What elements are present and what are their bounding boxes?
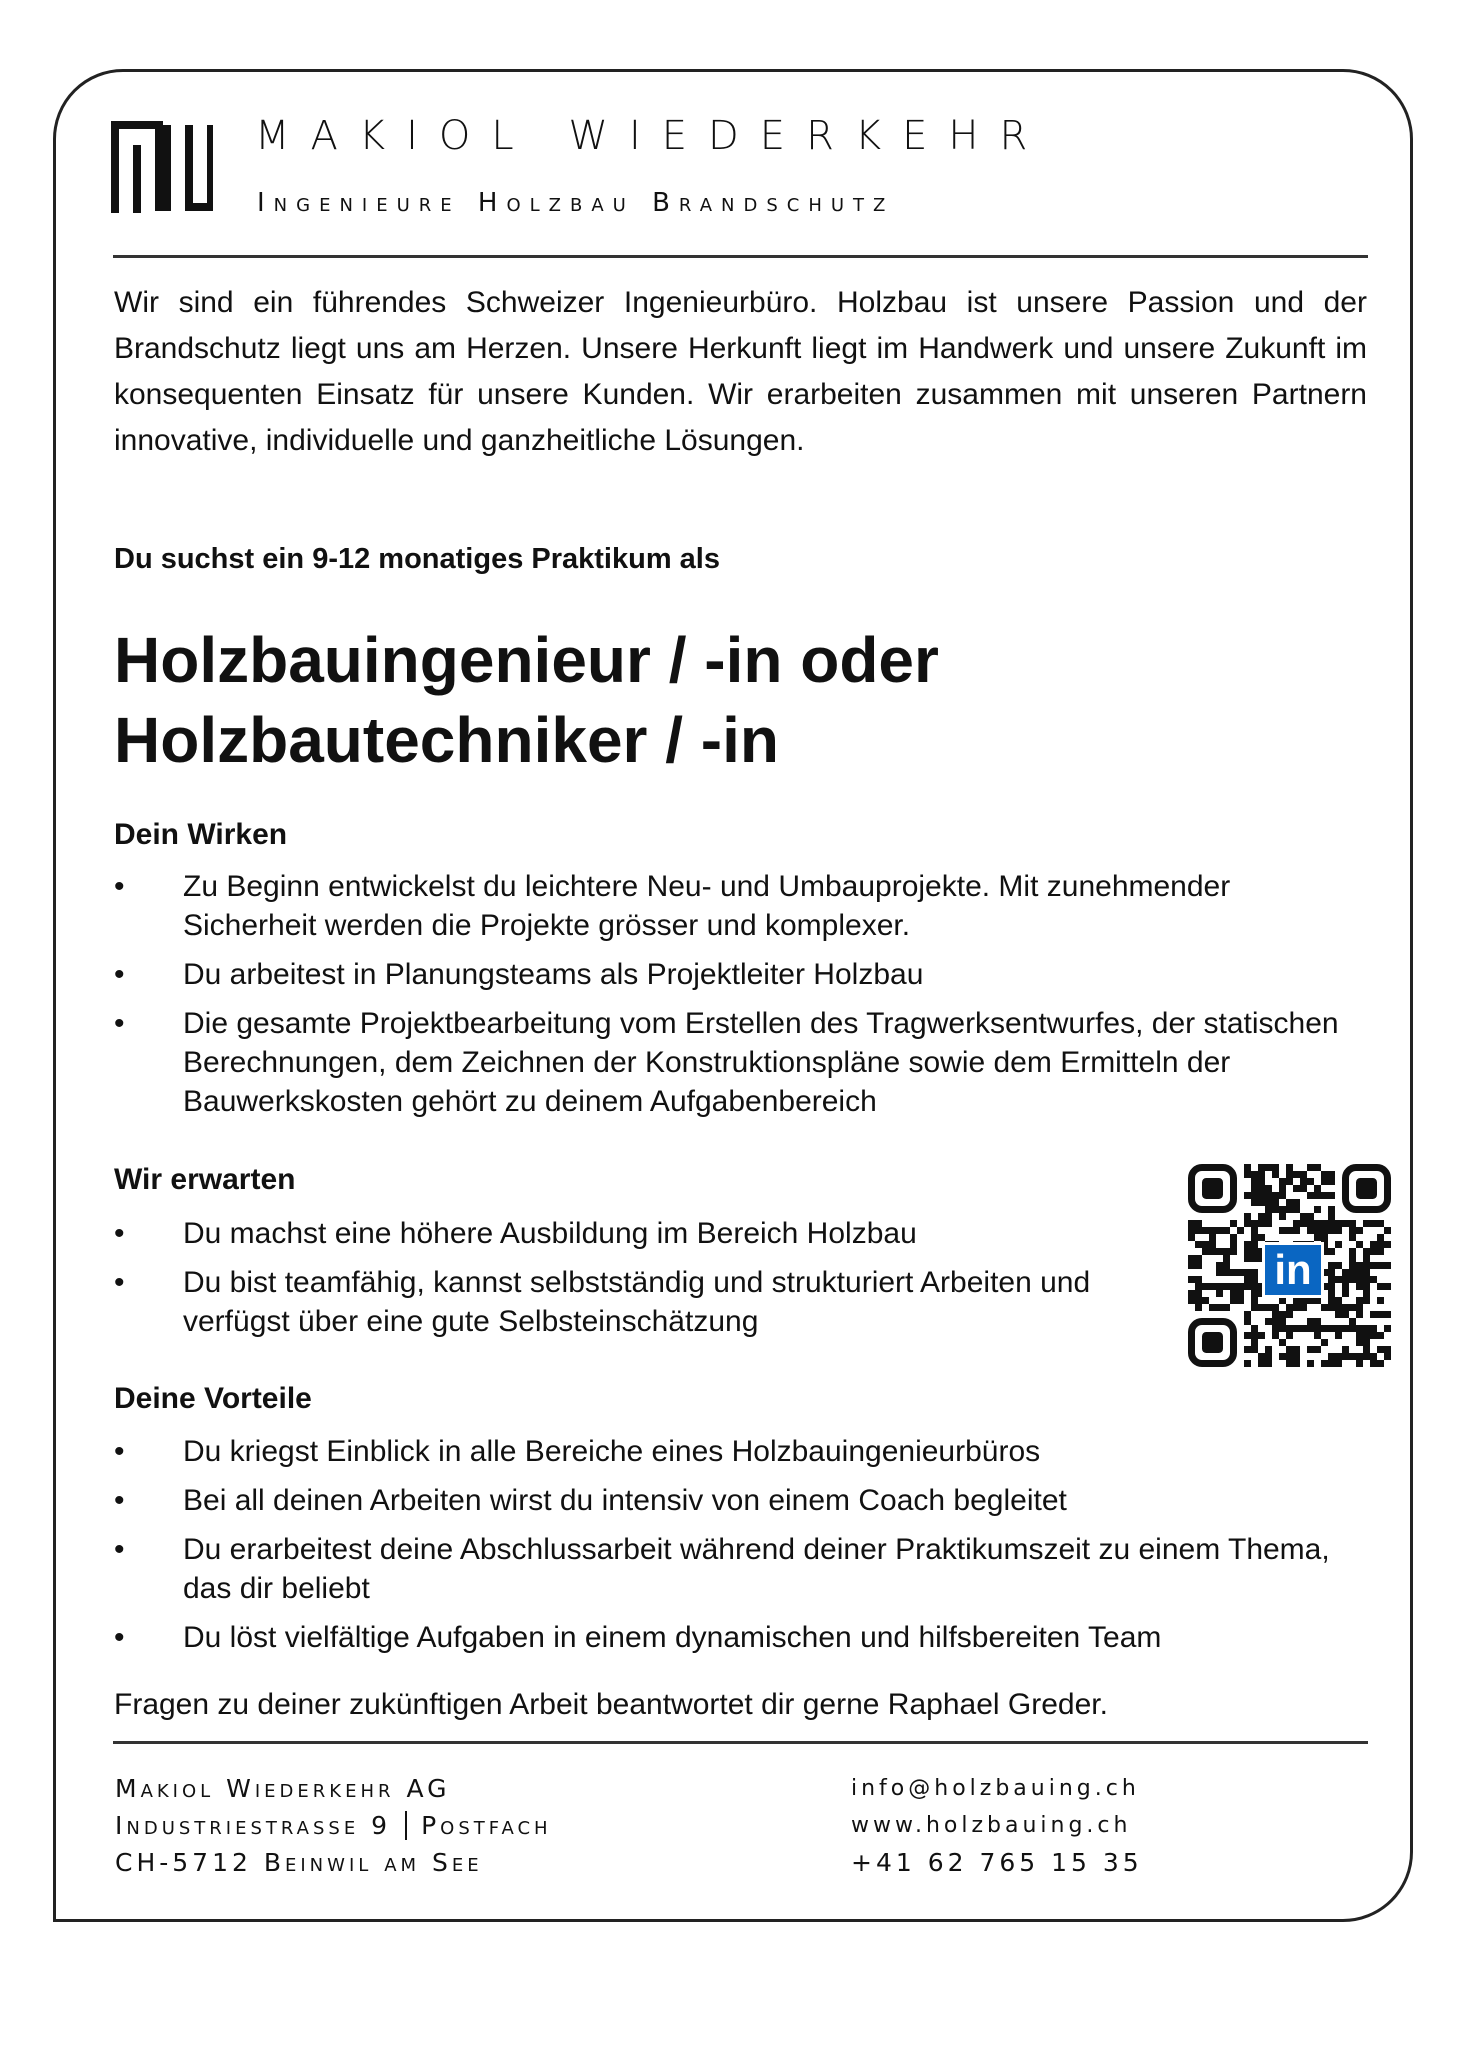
phone-number[interactable]: +41 62 765 15 35 — [851, 1848, 1143, 1877]
job-title-line: Holzbautechniker / -in — [114, 704, 779, 776]
footer-contact — [851, 1770, 1143, 1881]
job-title-line: Holzbauingenieur / -in oder — [114, 624, 939, 696]
city: CH-5712 Beinwil am See — [115, 1848, 483, 1877]
postbox: Postfach — [421, 1811, 552, 1840]
company-logo-icon — [111, 119, 213, 213]
list-item: • Du machst eine höhere Ausbildung im Bereich Holzbau — [114, 1214, 1114, 1253]
linkedin-icon: in — [1262, 1242, 1324, 1298]
linkedin-qr-code[interactable] — [1188, 1164, 1391, 1367]
bullet-list — [114, 1214, 1114, 1351]
website-link[interactable]: www.holzbauing.ch — [851, 1813, 1132, 1838]
list-item: • Du bist teamfähig, kannst selbstständig und strukturiert Arbeiten und verfügst über eine gute Selbsteinschätzung — [114, 1263, 1114, 1341]
list-item: • Du erarbeitest deine Abschlussarbeit während deiner Praktikumszeit zu einem Thema, das dir beliebt — [114, 1530, 1364, 1608]
company-name: Makiol Wiederkehr AG — [115, 1774, 451, 1803]
list-item: • Die gesamte Projektbearbeitung vom Erstellen des Tragwerksentwurfes, der statischen Berechnungen, dem Zeichnen der Konstruktionspläne sowie dem Ermitteln der Bauwerkskosten gehört zu deinem Aufgabenbereich — [114, 1004, 1364, 1121]
section-heading: Deine Vorteile — [114, 1382, 312, 1415]
list-item: • Bei all deinen Arbeiten wirst du intensiv von einem Coach begleitet — [114, 1481, 1364, 1520]
job-title — [114, 620, 939, 780]
bullet-list — [114, 1432, 1364, 1667]
closing-text: Fragen zu deiner zukünftigen Arbeit beantwortet dir gerne Raphael Greder. — [114, 1688, 1108, 1721]
header-divider — [113, 255, 1368, 258]
brand-name: MAKIOL WIEDERKEHR — [255, 113, 1049, 159]
intro-paragraph: Wir sind ein führendes Schweizer Ingenieurbüro. Holzbau ist unsere Passion und der Brandschutz liegt uns am Herzen. Unsere Herkunft liegt im Handwerk und unsere Zukunft im konsequenten Einsatz für unsere Kunden. Wir erarbeiten zusammen mit unseren Partnern innovative, individuelle und ganzheitliche Lösungen. — [114, 286, 1367, 457]
list-item: • Zu Beginn entwickelst du leichtere Neu- und Umbauprojekte. Mit zunehmender Sicherheit werden die Projekte grösser und komplexer. — [114, 867, 1364, 945]
footer-divider — [113, 1741, 1368, 1744]
list-item: • Du arbeitest in Planungsteams als Projektleiter Holzbau — [114, 955, 1364, 994]
section-heading: Dein Wirken — [114, 818, 288, 851]
lead-text: Du suchst ein 9-12 monatiges Praktikum als — [114, 543, 720, 575]
email-link[interactable]: info@holzbauing.ch — [851, 1776, 1140, 1801]
list-item: • Du kriegst Einblick in alle Bereiche eines Holzbauingenieurbüros — [114, 1432, 1364, 1471]
section-heading: Wir erwarten — [114, 1163, 296, 1196]
street: Industriestrasse 9 — [115, 1811, 392, 1840]
footer-address — [115, 1770, 552, 1881]
brand-tagline: Ingenieure Holzbau Brandschutz — [257, 188, 895, 218]
list-item: • Du löst vielfältige Aufgaben in einem dynamischen und hilfsbereiten Team — [114, 1618, 1364, 1657]
bullet-list — [114, 867, 1364, 1131]
